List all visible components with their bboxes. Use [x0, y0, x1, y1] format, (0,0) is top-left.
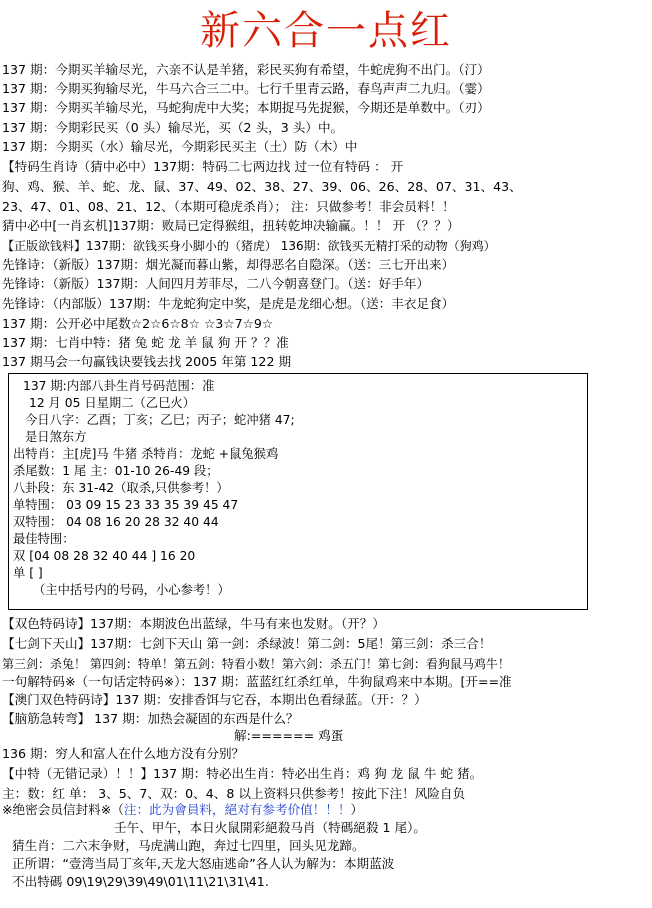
text-line: 137 期：七肖中特：猪 兔 蛇 龙 羊 鼠 狗 开 ？？准	[2, 335, 289, 350]
text-line: 一句解特码※（一句话定特码※）：137 期：蓝蓝红红杀红单，牛狗鼠鸡来中本期。[开==准	[2, 674, 512, 689]
vip-suffix: ）	[350, 802, 364, 817]
text-line: 【正版欲钱料】137期：欲钱买身小脚小的（猪虎） 136期：欲钱买无精打采的动物（狗鸡）	[2, 239, 496, 253]
text-line: 先锋诗：（内部版）137期：牛龙蛇狗定中奖，是虎是龙细心想。（送：丰衣足食）	[2, 296, 455, 311]
text-line: 137 期马会一句赢钱诀要钱去找 2005 年第 122 期	[2, 354, 292, 369]
box-line: 12 月 05 日星期二（乙巳火）	[29, 396, 195, 410]
box-line: 杀尾数：1 尾 主：01-10 26-49 段；	[13, 464, 219, 478]
text-line: 137 期：今期买狗输尽光，牛马六合三二中。七行千里青云路，春鸟声声二九归。（霎）	[2, 81, 490, 96]
text-line: 猜中必中[一肖玄机]137期：败局已定得猴组，扭转乾坤决输赢。！！ 开 （？？）	[2, 218, 460, 233]
box-line: （主中括号内的号码，小心参考！）	[33, 583, 230, 597]
box-line: 137 期:内部八卦生肖号码范围：准	[23, 379, 215, 393]
text-line: 【澳门双色特码诗】137 期：安排香饵与它吞，本期出色看绿蓝。（开：？）	[2, 692, 427, 707]
text-line: 137 期：公开必中尾数☆2☆6☆8☆ ☆3☆7☆9☆	[2, 316, 274, 331]
text-line: 【七剑下天山】137期：七剑下天山 第一剑：杀绿波！第二剑：5尾！第三剑：杀三合！	[2, 636, 492, 651]
text-line: 【特码生肖诗（猜中必中）137期：特码二七两边找 过一位有特码 ： 开	[2, 159, 404, 174]
vip-prefix: ※绝密会员信封料※（	[2, 802, 124, 817]
text-line: 【中特（无错记录）！！】137 期：特必出生肖：特必出生肖：鸡 狗 龙 鼠 牛 蛇 猪。	[2, 766, 483, 781]
text-line: 猜生肖：二六末争财，马虎满山跑，奔过七四里，回头见龙蹄。	[12, 838, 365, 853]
text-line: 壬午、甲午，本日火鼠開彩絕殺马肖（特碼絕殺 1 尾）。	[114, 820, 426, 835]
text-line: 不出特碼 09\19\29\39\49\01\11\21\31\41.	[12, 874, 269, 889]
vip-note: 注：此为會員料，絕对有参考价值！！！	[123, 802, 351, 817]
box-line: 双特围： 04 08 16 20 28 32 40 44	[13, 515, 219, 529]
box-line: 最佳特围：	[13, 532, 75, 546]
page-title: 新六合一点红	[200, 8, 452, 54]
box-line: 单特围： 03 09 15 23 33 35 39 45 47	[13, 498, 239, 512]
text-line: 主：数：红 单： 3、5、7、双：0、4、8 以上资料只供参考！按此下注！风险自负	[2, 786, 466, 801]
text-line: 137 期：今期买（水）输尽光，今期彩民买主（土）防（木）中	[2, 139, 358, 154]
text-line: 正所谓：“壹湾当局丁亥年,天龙大怒庙逃命”各人认为解为：本期蓝波	[12, 856, 395, 871]
box-line: 出特肖：主[虎]马 牛猪 杀特肖：龙蛇 +鼠兔猴鸡	[13, 447, 279, 461]
text-line: 第三剑：杀兔！ 第四剑：特单！第五剑：特看小数！第六剑：杀五门！第七剑：看狗鼠马鸡牛！	[2, 657, 510, 671]
text-line: 137 期：今期买羊输尽光，马蛇狗虎中大奖；本期捉马先捉猴，今期还是单数中。（刃）	[2, 100, 490, 115]
text-line: 136 期：穷人和富人在什么地方没有分别？	[2, 746, 245, 761]
bagua-box	[8, 373, 588, 610]
box-line: 八卦段：东 31-42（取杀,只供参考！）	[13, 481, 229, 495]
text-line: 【双色特码诗】137期：本期波色出蓝绿，牛马有来也发财。（开？）	[2, 616, 385, 631]
box-line: 单 [ ]	[13, 566, 43, 580]
text-line: 狗、鸡、猴、羊、蛇、龙、鼠、37、49、02、38、27、39、06、26、28、07、31、43、	[2, 179, 522, 194]
box-line: 双 [04 08 28 32 40 44 ] 16 20	[13, 549, 196, 563]
box-line: 今日八字：乙酉；丁亥；乙巳；丙子；蛇冲猪 47;	[25, 413, 295, 427]
text-line: 137 期：今期买羊输尽光，六亲不认是羊猪，彩民买狗有希望，牛蛇虎狗不出门。（汀）	[2, 62, 490, 77]
text-line: 【脑筋急转弯】 137 期：加热会凝固的东西是什么？	[2, 711, 299, 726]
text-line: 先锋诗：（新版）137期：烟光凝而暮山紫，却得恶名自隐深。（送：三七开出来）	[2, 257, 455, 272]
vip-line	[2, 800, 650, 820]
box-line: 是日煞东方	[25, 430, 87, 444]
text-line: 23、47、01、08、21、12、（本期可稳虎杀肖）； 注：只做参考！非会员料！！	[2, 199, 455, 214]
text-line: 137 期：今期彩民买（0 头）输尽光，买（2 头，3 头）中。	[2, 120, 344, 135]
answer-line: 解:====== 鸡蛋	[234, 728, 344, 743]
text-line: 先锋诗：（新版）137期：人间四月芳菲尽，二八今朝喜登门。（送：好手年）	[2, 276, 430, 291]
